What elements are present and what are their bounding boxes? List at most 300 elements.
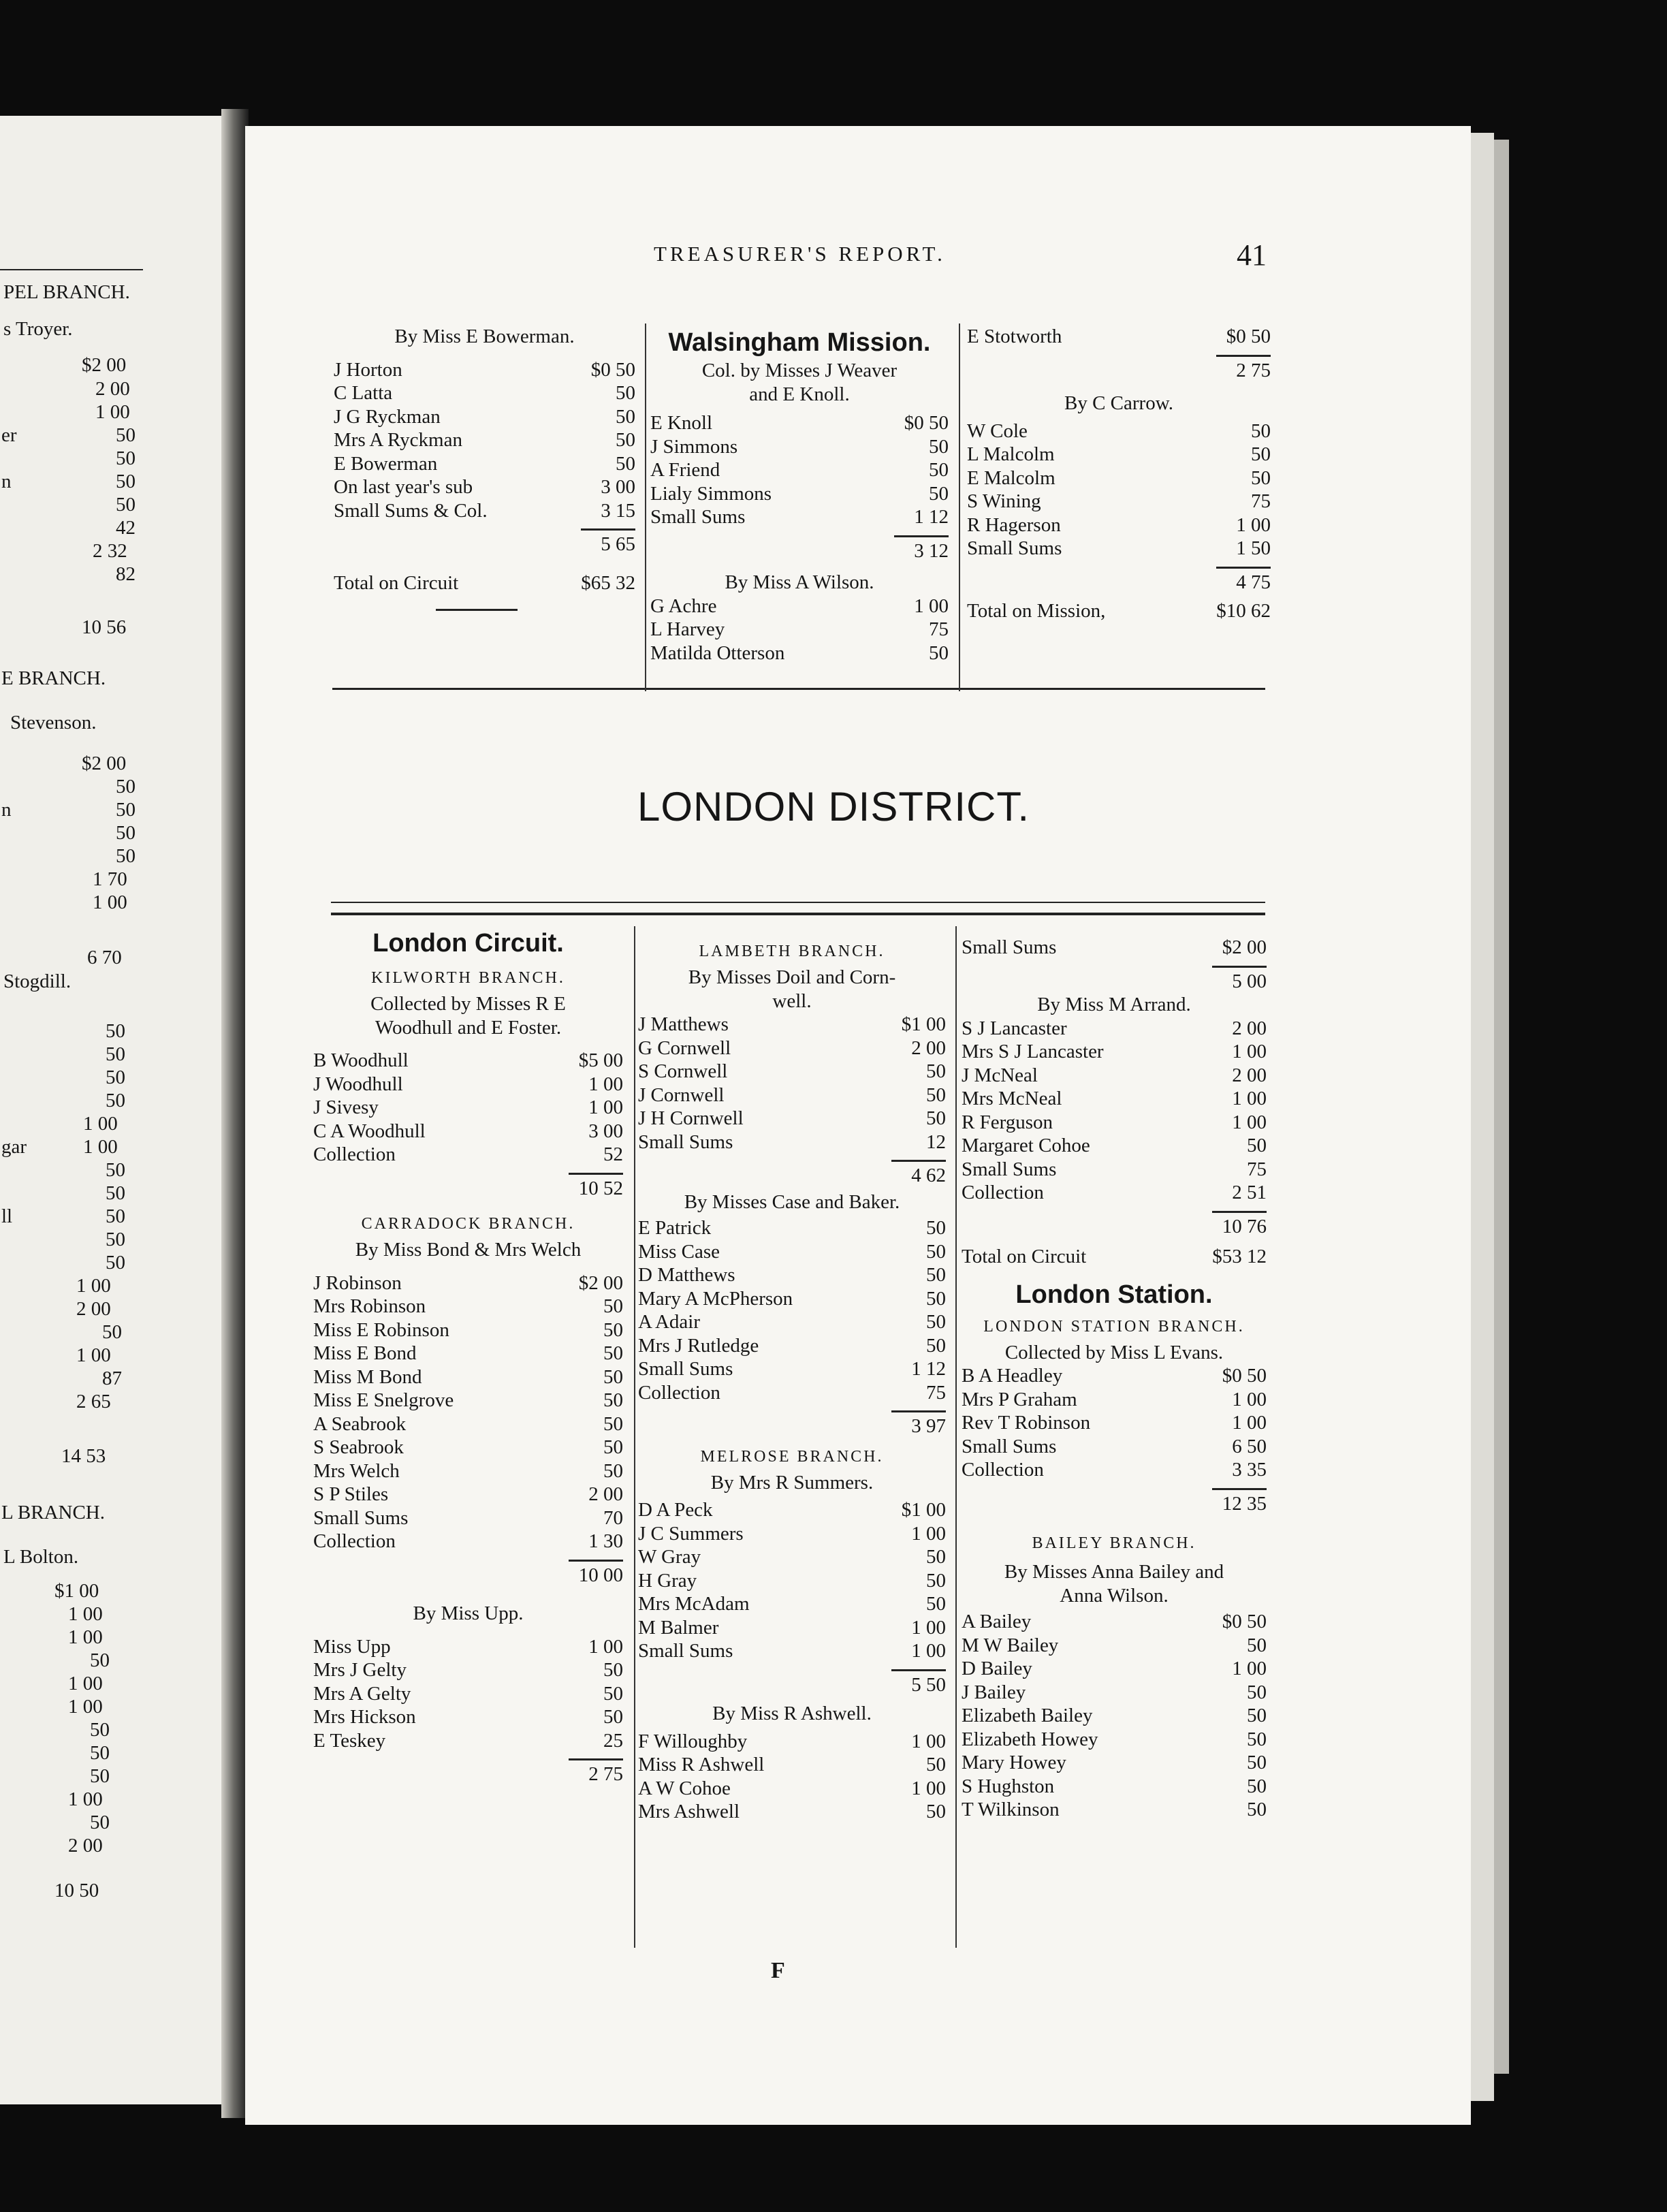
entry-row (650, 506, 949, 530)
entry-row (638, 1570, 946, 1594)
entry-row (313, 1530, 623, 1554)
entry-row (650, 595, 949, 619)
amount: 50 (926, 1754, 946, 1775)
donor-name: Small Sums (313, 1506, 409, 1529)
donor-name: Mrs Hickson (313, 1706, 416, 1728)
amount: 1 00 (1232, 1041, 1267, 1062)
left-page-text-line: 6 70 (87, 947, 122, 968)
collector-line: and E Knoll. (749, 383, 850, 405)
donor-name: Collection (313, 1530, 396, 1552)
donor-name: C Latta (334, 382, 393, 404)
amount: 1 50 (1236, 537, 1271, 559)
entry-row (638, 1217, 946, 1241)
amount: 2 00 (1232, 1064, 1267, 1086)
donor-name: D A Peck (638, 1499, 713, 1521)
amount: $1 00 (901, 1013, 946, 1035)
amount: 50 (1247, 1752, 1267, 1773)
circuit-total (962, 1246, 1267, 1269)
left-page-text-line: 50 (90, 1765, 110, 1787)
entry-row (638, 1060, 946, 1084)
left-page-text-line: 50 (116, 494, 136, 516)
left-page-text-line: 42 (116, 517, 136, 539)
donor-name: Matilda Otterson (650, 642, 785, 664)
amount: 50 (603, 1682, 623, 1705)
spacer (334, 557, 635, 572)
amount: 50 (603, 1659, 623, 1681)
collector-line: By Mrs R Summers. (710, 1471, 874, 1494)
donor-name: Mrs A Gelty (313, 1682, 411, 1705)
left-page-text-line: 1 00 (68, 1603, 103, 1625)
collector-line: well. (772, 990, 812, 1012)
amount: 50 (926, 1264, 946, 1286)
spacer (962, 1516, 1267, 1528)
amount: 12 (926, 1131, 946, 1153)
amount: $5 00 (578, 1049, 623, 1071)
donor-name: Mrs A Ryckman (334, 429, 462, 451)
amount: $0 50 (904, 412, 949, 434)
entry-row (334, 476, 635, 500)
donor-name: Mrs McNeal (962, 1088, 1062, 1109)
left-page-text-line: 50 (116, 424, 136, 446)
donor-name: G Achre (650, 595, 717, 617)
station-title: London Station. (1015, 1280, 1213, 1309)
left-page-text-line: 50 (102, 1321, 122, 1343)
donor-name: Small Sums (638, 1640, 733, 1662)
amount: $2 00 (578, 1271, 623, 1294)
subtotal-value: 3 97 (911, 1415, 946, 1437)
left-page-text-line: gar (1, 1136, 27, 1158)
left-page-text-line: 2 00 (76, 1298, 111, 1320)
entry-row (650, 642, 949, 666)
donor-name: J C Summers (638, 1522, 744, 1545)
amount: 50 (929, 435, 949, 458)
collector-line: By Misses Doil and Corn- (688, 966, 896, 988)
entry-row (334, 406, 635, 430)
amount: 50 (603, 1706, 623, 1728)
donor-name: Miss E Snelgrove (313, 1389, 454, 1411)
entry-row (962, 1389, 1267, 1412)
amount: 1 00 (1232, 1658, 1267, 1679)
donor-name: Mrs Robinson (313, 1295, 426, 1317)
entry-row (638, 1264, 946, 1288)
amount: 1 00 (911, 1640, 946, 1662)
spacer (313, 1587, 623, 1602)
entry-row (962, 1611, 1267, 1634)
top-section-bottom-rule (332, 688, 1265, 690)
entry-row (334, 429, 635, 453)
amount: 1 00 (588, 1096, 623, 1118)
spacer (967, 595, 1271, 600)
donor-name: E Bowerman (334, 452, 438, 475)
amount: $0 50 (1222, 1365, 1267, 1387)
top-divider-2 (959, 323, 960, 691)
donor-name: J Cornwell (638, 1084, 725, 1106)
entry-row (334, 453, 635, 477)
entry-row (638, 1731, 946, 1754)
subtotal-value: 4 75 (1236, 571, 1271, 593)
entry-row (650, 436, 949, 460)
subtotal-value: 5 00 (1232, 970, 1267, 992)
donor-name: B A Headley (962, 1365, 1063, 1387)
district-rule-thick (331, 913, 1265, 915)
carrow-column (967, 326, 1271, 624)
entry-row (638, 1288, 946, 1312)
section-heading: By C Carrow. (1064, 392, 1174, 414)
collector-line: Woodhull and E Foster. (375, 1016, 562, 1039)
left-page-text-line: $2 00 (82, 753, 127, 774)
entry-row (962, 1459, 1267, 1483)
donor-name: T Wilkinson (962, 1799, 1060, 1820)
amount: 50 (926, 1801, 946, 1822)
collector-line: By Misses Anna Bailey and (1004, 1561, 1224, 1583)
donor-name: D Bailey (962, 1658, 1032, 1679)
donor-name: A Bailey (962, 1611, 1032, 1632)
entry-row (638, 1754, 946, 1778)
subtotal (638, 1415, 946, 1439)
left-page-text-line: 50 (116, 471, 136, 492)
amount: 2 00 (911, 1037, 946, 1059)
entry-row (313, 1366, 623, 1390)
left-page-text-line: 1 00 (76, 1344, 111, 1366)
page-edge-shadow (1494, 140, 1509, 2074)
left-page-text-line: Stevenson. (10, 712, 97, 733)
amount: 50 (926, 1546, 946, 1568)
entry-row (313, 1507, 623, 1531)
donor-name: Mrs Welch (313, 1459, 400, 1482)
circuit-title: London Circuit. (372, 929, 564, 958)
amount: 1 00 (914, 595, 949, 617)
donor-name: Elizabeth Howey (962, 1728, 1098, 1750)
entry-row (334, 359, 635, 383)
left-page-text-line: 50 (106, 1066, 125, 1088)
amount: 50 (616, 452, 635, 475)
left-page-text-line: 2 32 (93, 540, 127, 562)
subtotal-rule (1212, 1488, 1267, 1490)
entry-row (638, 1499, 946, 1523)
entry-row (638, 1241, 946, 1265)
subtotal (638, 1674, 946, 1698)
amount: 75 (1247, 1158, 1267, 1180)
entry-row (638, 1801, 946, 1824)
amount: 50 (1247, 1728, 1267, 1750)
entry-row (313, 1730, 623, 1754)
entry-row (638, 1084, 946, 1108)
entry-row (962, 1752, 1267, 1775)
amount: 1 12 (911, 1358, 946, 1380)
district-title: LONDON DISTRICT. (637, 784, 1030, 830)
entry-row (313, 1143, 623, 1167)
amount: 70 (603, 1506, 623, 1529)
donor-name: Small Sums (962, 1158, 1057, 1180)
amount: 6 50 (1232, 1435, 1267, 1457)
book-gutter (221, 109, 249, 2118)
london-station-column (962, 936, 1267, 1822)
section-heading: By Miss Upp. (413, 1602, 524, 1624)
donor-name: Collection (638, 1381, 720, 1404)
mission-title: Walsingham Mission. (668, 328, 931, 357)
lower-divider-2 (955, 926, 957, 1948)
donor-name: M Balmer (638, 1616, 719, 1639)
collector-line: Collected by Miss L Evans. (1004, 1341, 1224, 1363)
entry-row (638, 1037, 946, 1061)
left-page-text-line: L Bolton. (3, 1546, 79, 1568)
donor-name: B Woodhull (313, 1049, 409, 1071)
entry-row (638, 1640, 946, 1664)
subtotal-rule (569, 1173, 623, 1175)
donor-name: E Malcolm (967, 467, 1055, 489)
amount: 1 00 (1232, 1388, 1267, 1410)
spacer (650, 407, 949, 412)
donor-name: S J Lancaster (962, 1017, 1067, 1039)
left-page-text-line: 50 (106, 1159, 125, 1181)
left-page-text-line: 50 (90, 1649, 110, 1671)
donor-name: S Hughston (962, 1775, 1055, 1797)
amount: 50 (616, 382, 635, 404)
amount: 1 30 (588, 1530, 623, 1552)
subtotal (334, 533, 635, 557)
left-page-text-line: 50 (106, 1182, 125, 1204)
entry-row (638, 1311, 946, 1335)
left-page-text-line: ll (1, 1205, 13, 1227)
donor-name: Small Sums (962, 936, 1057, 958)
donor-name: Mrs J Gelty (313, 1659, 407, 1681)
donor-name: Mrs P Graham (962, 1388, 1077, 1410)
subtotal-value: 2 75 (588, 1763, 623, 1785)
spacer (313, 1263, 623, 1272)
amount: 50 (616, 405, 635, 428)
entry-row (650, 618, 949, 642)
donor-name: Elizabeth Bailey (962, 1705, 1093, 1726)
entry-row (962, 1365, 1267, 1389)
branch-name: BAILEY BRANCH. (1032, 1534, 1196, 1552)
circuit-total-value: $53 12 (1212, 1246, 1267, 1267)
mission-total-label: Total on Mission, (967, 600, 1106, 622)
page-number: 41 (1237, 238, 1267, 272)
left-page-text-line: 1 00 (68, 1673, 103, 1694)
amount: 50 (926, 1334, 946, 1357)
donor-name: R Hagerson (967, 514, 1061, 536)
left-page-text-line: n (1, 471, 12, 492)
donor-name: Mrs McAdam (638, 1593, 750, 1615)
donor-name: Mrs S J Lancaster (962, 1041, 1104, 1062)
donor-name: J McNeal (962, 1064, 1038, 1086)
left-page-text-line: n (1, 799, 12, 821)
donor-name: Miss Upp (313, 1635, 391, 1658)
amount: 1 00 (588, 1073, 623, 1095)
subtotal (650, 540, 949, 564)
entry-row (313, 1436, 623, 1460)
left-page-text-line: 50 (90, 1812, 110, 1833)
donor-name: F Willoughby (638, 1730, 748, 1752)
donor-name: Lialy Simmons (650, 482, 772, 505)
branch-name: CARRADOCK BRANCH. (361, 1215, 575, 1233)
entry-row (962, 1728, 1267, 1752)
amount: 2 51 (1232, 1182, 1267, 1203)
subtotal-rule (1216, 567, 1271, 569)
amount: 50 (603, 1295, 623, 1317)
donor-name: Small Sums (638, 1358, 733, 1380)
subtotal-value: 5 65 (601, 533, 635, 555)
amount: $0 50 (590, 358, 635, 381)
left-page-text-line: PEL BRANCH. (3, 281, 130, 303)
spacer (313, 1201, 623, 1209)
spacer (313, 1040, 623, 1049)
entry-row (650, 412, 949, 436)
left-page-text-line: 2 00 (68, 1835, 103, 1856)
left-page-fragment (0, 116, 228, 2104)
amount: 50 (1247, 1135, 1267, 1156)
amount: 50 (1247, 1775, 1267, 1797)
subtotal (962, 1493, 1267, 1517)
subtotal (962, 970, 1267, 994)
entry-row (638, 1546, 946, 1570)
entry-row (638, 1131, 946, 1155)
subtotal (313, 1178, 623, 1201)
subtotal-rule (891, 1160, 946, 1162)
subtotal (967, 571, 1271, 595)
entry-row (313, 1389, 623, 1413)
entry-row (638, 1013, 946, 1037)
left-page-text-line: E BRANCH. (1, 667, 106, 689)
amount: 50 (1247, 1634, 1267, 1656)
donor-name: Small Sums (967, 537, 1062, 559)
donor-name: Collection (313, 1143, 396, 1165)
entry-row (334, 382, 635, 406)
amount: 1 00 (911, 1522, 946, 1545)
amount: 50 (926, 1240, 946, 1263)
donor-name: Collection (962, 1459, 1044, 1481)
left-page-text-line: L BRANCH. (1, 1502, 105, 1523)
entry-row (313, 1120, 623, 1144)
amount: $2 00 (1222, 936, 1267, 958)
left-page-text-line: $2 00 (82, 354, 127, 376)
section-heading: By Miss E Bowerman. (394, 326, 575, 347)
amount: 50 (1247, 1799, 1267, 1820)
left-page-text-line: 50 (116, 776, 136, 797)
entry-row (962, 1799, 1267, 1822)
donor-name: Mrs Ashwell (638, 1801, 740, 1822)
left-page-text-line: 50 (90, 1742, 110, 1764)
donor-name: H Gray (638, 1569, 697, 1592)
entry-row (967, 490, 1271, 514)
entry-row (313, 1272, 623, 1296)
subtotal-rule (1216, 355, 1271, 357)
left-page-text-line: 1 00 (68, 1788, 103, 1810)
amount: 1 00 (1236, 514, 1271, 536)
entry-row (313, 1483, 623, 1507)
donor-name: E Patrick (638, 1217, 712, 1239)
amount: 50 (1247, 1681, 1267, 1703)
entry-row (962, 1158, 1267, 1182)
running-header: TREASURER'S REPORT. (654, 242, 946, 266)
spacer (313, 1626, 623, 1636)
donor-name: E Knoll (650, 412, 713, 434)
mission-total (967, 600, 1271, 624)
left-page-text-line: 10 56 (82, 616, 127, 638)
subtotal-value: 10 52 (578, 1177, 623, 1199)
entry-row (967, 537, 1271, 561)
left-page-text-line: 50 (116, 447, 136, 469)
left-page-text-line: 82 (116, 563, 136, 585)
donor-name: C A Woodhull (313, 1120, 426, 1142)
amount: 50 (929, 642, 949, 664)
left-page-text-line: 1 00 (83, 1136, 118, 1158)
donor-name: D Matthews (638, 1264, 735, 1286)
left-page-text-line: 1 00 (93, 891, 127, 913)
spacer (962, 1239, 1267, 1246)
left-page-text-line: $1 00 (54, 1580, 99, 1602)
amount: 50 (603, 1412, 623, 1435)
donor-name: Miss M Bond (313, 1365, 422, 1388)
donor-name: Miss Case (638, 1240, 720, 1263)
donor-name: Collection (962, 1182, 1044, 1203)
amount: 50 (616, 429, 635, 451)
lambeth-column (638, 936, 946, 1824)
left-page-top-rule (0, 269, 143, 270)
amount: 3 15 (601, 499, 635, 522)
branch-name: MELROSE BRANCH. (700, 1447, 884, 1466)
donor-name: J Woodhull (313, 1073, 403, 1095)
entry-row (313, 1683, 623, 1707)
entry-row (962, 1041, 1267, 1064)
ornament-rule (436, 609, 518, 611)
entry-row (334, 500, 635, 524)
amount: 75 (929, 618, 949, 640)
subtotal (638, 1165, 946, 1188)
donor-name: L Harvey (650, 618, 725, 640)
entry-row (313, 1319, 623, 1343)
amount: 1 00 (911, 1730, 946, 1752)
entry-row (962, 1135, 1267, 1158)
spacer (638, 1697, 946, 1703)
spacer (334, 349, 635, 359)
entry-row (962, 1658, 1267, 1681)
left-page-text-line: 1 00 (68, 1626, 103, 1648)
left-page-text-line: Stogdill. (3, 970, 72, 992)
amount: 50 (926, 1593, 946, 1615)
entry-row (967, 467, 1271, 491)
amount: 50 (926, 1084, 946, 1106)
left-page-text-line: 50 (106, 1205, 125, 1227)
amount: 50 (926, 1311, 946, 1333)
left-page-text-line: 50 (116, 822, 136, 844)
donor-name: Miss R Ashwell (638, 1754, 765, 1775)
bowerman-column (334, 326, 635, 611)
amount: 50 (929, 459, 949, 481)
entry-row (638, 1382, 946, 1406)
entry-row (638, 1778, 946, 1801)
entry-row (962, 1064, 1267, 1088)
left-page-text-line: er (1, 424, 17, 446)
left-page-text-line: 87 (102, 1368, 122, 1389)
left-page-text-line: 50 (116, 845, 136, 867)
branch-name: KILWORTH BRANCH. (371, 969, 565, 987)
donor-name: Mary Howey (962, 1752, 1066, 1773)
left-page-text-line: 1 00 (68, 1696, 103, 1718)
donor-name: Small Sums (650, 506, 746, 528)
donor-name: Mary A McPherson (638, 1287, 793, 1310)
section-heading: By Miss M Arrand. (1037, 994, 1191, 1015)
amount: 3 00 (588, 1120, 623, 1142)
subtotal-rule (1212, 966, 1267, 968)
amount: 50 (926, 1107, 946, 1129)
donor-name: Small Sums (638, 1131, 733, 1153)
donor-name: Miss E Robinson (313, 1318, 449, 1341)
lower-divider-1 (634, 926, 635, 1948)
subtotal (313, 1564, 623, 1588)
left-page-text-line: 1 70 (93, 868, 127, 890)
left-page-text-line: 50 (106, 1090, 125, 1111)
